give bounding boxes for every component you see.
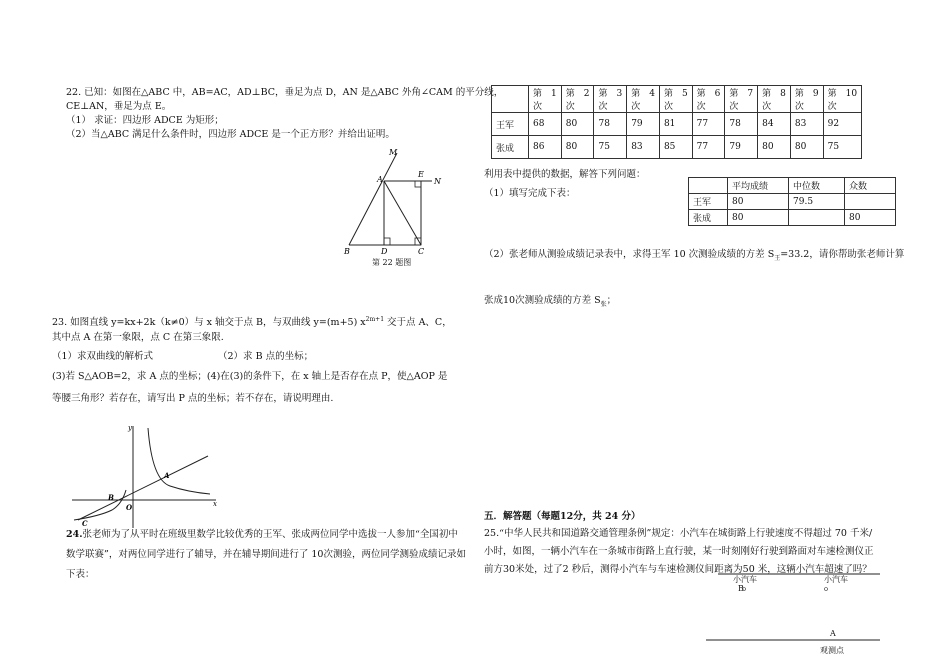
car2-label: 小汽车 [824,575,848,584]
table-cell: 75 [594,136,627,159]
table-cell: 80 [728,194,789,210]
label-b: B [108,493,114,502]
table-cell: 86 [529,136,562,159]
label-d: D [381,247,388,256]
label-b: B [344,247,350,256]
q23-figure [70,420,230,530]
table-cell: 83 [790,113,823,136]
table-header: 第 3 次 [594,86,627,113]
table-header: 众数 [845,178,896,194]
table-cell: 80 [758,136,791,159]
table-cell: 83 [627,136,660,159]
table-header: 平均成绩 [728,178,789,194]
table-row [492,86,862,113]
label-n: N [434,177,441,186]
table-cell: 80 [728,210,789,226]
table-cell: 77 [692,113,725,136]
table-cell: 75 [823,136,861,159]
table-header: 第 4 次 [627,86,660,113]
q22-part1: （1） 求证：四边形 ADCE 为矩形； [66,115,224,126]
point-a-label: A [830,629,836,638]
axis-x-label: x [213,500,217,508]
row-name: 王军 [492,113,529,136]
label-o: O [126,503,133,512]
table-cell: 78 [594,113,627,136]
table-cell: 92 [823,113,861,136]
table-cell: 80 [561,136,594,159]
station-label: 观测点 [820,646,844,655]
table-row [689,178,896,194]
table-cell: 84 [758,113,791,136]
table-header: 第 1 次 [529,86,562,113]
table-cell: 81 [659,113,692,136]
table-cell: 79.5 [789,194,845,210]
label-a: A [164,471,170,480]
q24-part3: 张成10次测验成绩的方差 $S_张$； [484,295,617,308]
q23-part2: （2）求 B 点的坐标； [218,351,314,362]
q23-line1: 23. 如图直线 y=kx+2k（k≠0）与 x 轴交于点 B，与双曲线 y=(m+5) $x^{2m+1}$ 交于点 A、C， [52,316,452,329]
table-header: 第 9 次 [790,86,823,113]
table-cell: 68 [529,113,562,136]
table-header: 中位数 [789,178,845,194]
table-header: 第 2 次 [561,86,594,113]
q23-line2: 其中点 A 在第一象限，点 C 在第三象限. [52,332,224,343]
table-header: 第 8 次 [758,86,791,113]
label-a: A [377,175,383,184]
table-cell: 张成 [689,210,728,226]
q24-part1: （1）填写完成下表： [484,188,576,199]
table-row [492,113,862,136]
q24-line3: 下表： [66,569,95,580]
label-m: M [389,148,398,157]
q24-line2: 数学联赛”，对两位同学进行了辅导，并在辅导期间进行了 10次测验，两位同学测验成绩记录如 [66,549,466,560]
table-header: 第 7 次 [725,86,758,113]
score-table [491,85,862,159]
table-cell: 80 [845,210,896,226]
q25-figure [700,568,890,668]
q25-line2: 小时，如图，一辆小汽车在一条城市街路上直行驶，某一时刻刚好行驶到路面对车速检测仪正 [484,546,874,557]
table-cell: 王军 [689,194,728,210]
label-c: C [82,519,88,528]
table-cell: 79 [627,113,660,136]
axis-y-label: y [128,424,132,432]
table-cell: 79 [725,136,758,159]
label-e: E [418,170,424,179]
point-b-label: B [738,584,744,593]
table-header: 第 6 次 [692,86,725,113]
table-cell [845,194,896,210]
table-cell: 80 [790,136,823,159]
q25-line1: 25.“中华人民共和国道路交通管理条例”规定：小汽车在城街路上行驶速度不得超过 70 千米/ [484,528,873,539]
summary-table [688,177,896,226]
q23-part1: （1）求双曲线的解析式 [52,351,154,362]
section5-title: 五．解答题（每题12分，共 24 分） [484,511,641,522]
q24-use: 利用表中提供的数据，解答下列问题： [484,169,646,180]
table-row [689,194,896,210]
table-cell: 85 [659,136,692,159]
table-cell: 77 [692,136,725,159]
table-row [492,136,862,159]
table-cell: 80 [561,113,594,136]
table-row [689,210,896,226]
label-c: C [418,247,425,256]
table-cell [492,86,529,113]
table-cell: 78 [725,113,758,136]
q22-line2: CE⊥AN，垂足为点 E。 [66,101,172,112]
q22-line1: 22. 已知：如图在△ABC 中，AB=AC，AD⊥BC，垂足为点 D，AN 是△ABC 外角∠CAM 的平分线， [66,87,504,98]
car1-label: 小汽车 [733,575,757,584]
q24-line1: 24.张老师为了从平时在班级里数学比较优秀的王军、张成两位同学中选拔一人参加“全国初中 [66,529,458,540]
q22-figure [335,145,465,270]
q24-part2: （2）张老师从测验成绩记录表中，求得王军 10 次测验成绩的方差 $S_王=33.2$，请你帮助张老师计算 [484,249,905,262]
row-name: 张成 [492,136,529,159]
q22-part2: （2）当△ABC 满足什么条件时，四边形 ADCE 是一个正方形？并给出证明。 [66,129,395,140]
table-cell [789,210,845,226]
table-header: 第 10 次 [823,86,861,113]
q22-caption: 第 22 题图 [372,258,412,267]
q23-line4: (3)若 S△AOB=2，求 A 点的坐标；(4)在(3)的条件下，在 x 轴上是否存在点 P，使△AOP 是 [52,371,448,382]
q23-line5: 等腰三角形？若存在，请写出 P 点的坐标；若不存在，请说明理由. [52,393,334,404]
table-header [689,178,728,194]
table-header: 第 5 次 [659,86,692,113]
q25-line3: 前方30米处，过了2 秒后，测得小汽车与车速检测仪间距离为50 米，这辆小汽车超速了吗？ [484,564,872,575]
